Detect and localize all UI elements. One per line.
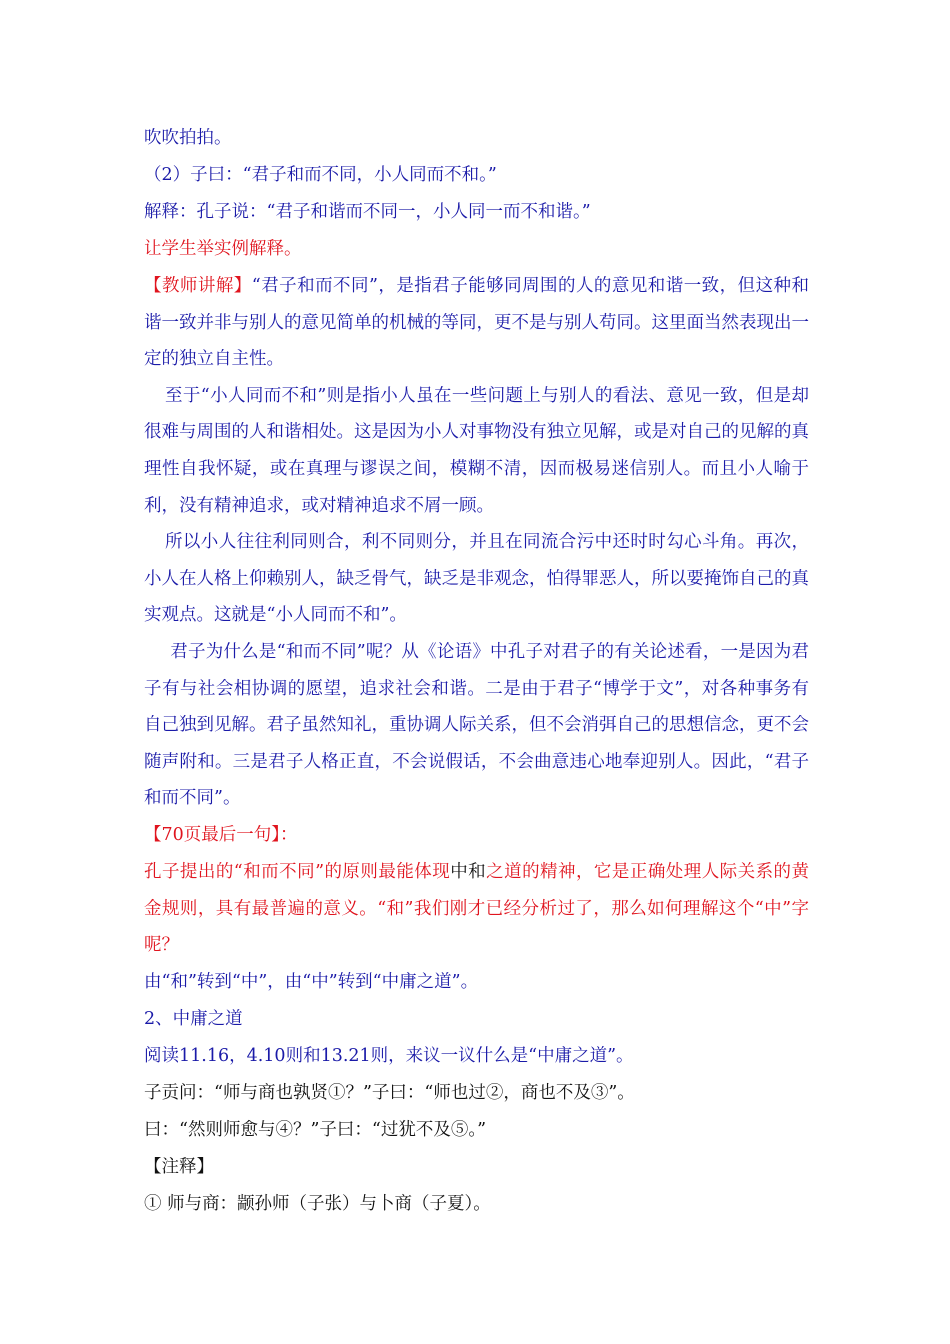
instruction-student-examples: 让学生举实例解释。 bbox=[144, 239, 302, 259]
section-heading-zhongyong: 2、中庸之道 bbox=[144, 1008, 243, 1029]
teacher-explanation-paragraph bbox=[144, 268, 809, 378]
quote-zigong-question: 子贡问：“师与商也孰贤①？”子曰：“师也过②，商也不及③”。 bbox=[144, 1082, 635, 1103]
zhonghe-text-a: 孔子提出的“和而不同”的原则最能体现 bbox=[144, 861, 451, 882]
notes-heading: 【注释】 bbox=[144, 1156, 214, 1177]
note-item-1: ① 师与商：颛孙师（子张）与卜商（子夏）。 bbox=[144, 1193, 491, 1214]
zhonghe-keyword: 中和 bbox=[450, 861, 487, 882]
zhonghe-paragraph bbox=[144, 854, 809, 964]
teacher-explanation-text: “君子和而不同”，是指君子能够同周围的人的意见和谐一致，但这种和谐一致并非与别人的意见简单的机械的等同，更不是与别人苟同。这里面当然表现出一定的独立自主性。 bbox=[144, 276, 809, 370]
quote-guoyoubuji: 曰：“然则师愈与④？”子曰：“过犹不及⑤。” bbox=[144, 1119, 487, 1140]
junzi-paragraph: 君子为什么是“和而不同”呢？从《论语》中孔子对君子的有关论述看，一是因为君子有与社会相协调的愿望，追求社会和谐。二是由于君子“博学于文”，对各种事务有自己独到见解。君子虽然知礼，重协调人际关系，但不会消弭自己的思想信念，更不会随声附和。三是君子人格正直，不会说假话，不会曲意违心地奉迎别人。因此，“君子和而不同”。 bbox=[144, 641, 809, 809]
teacher-tag: 【教师讲解】 bbox=[144, 276, 252, 296]
page70-tag: 【70页最后一句】： bbox=[144, 824, 298, 845]
zhonghe-text-c: 之道的精神，它是正确处理人际关系的黄金规则，具有最普遍的意义。“和”我们刚才已经分析过了，那么如何理解这个“中”字呢？ bbox=[144, 861, 810, 956]
xiaoren-paragraph-1: 至于“小人同而不和”则是指小人虽在一些问题上与别人的看法、意见一致，但是却很难与周围的人和谐相处。这是因为小人对事物没有独立见解，或是对自己的见解的真理性自我怀疑，或在真理与谬误之间，模糊不清，因而极易迷信别人。而且小人喻于利，没有精神追求，或对精神追求不屑一顾。 bbox=[144, 385, 809, 516]
quote-junzi-hebutong: （2）子曰：“君子和而不同，小人同而不和。” bbox=[144, 165, 497, 185]
document-page bbox=[144, 120, 809, 1223]
transition-line: 由“和”转到“中”，由“中”转到“中庸之道”。 bbox=[144, 971, 479, 992]
xiaoren-paragraph-2: 所以小人往往利同则合，利不同则分，并且在同流合污中还时时勾心斗角。再次，小人在人格上仰赖别人，缺乏骨气，缺乏是非观念，怕得罪恶人，所以要掩饰自己的真实观点。这就是“小人同而不和”。 bbox=[144, 532, 809, 626]
reading-instruction: 阅读11.16，4.10则和13.21则，来议一议什么是“中庸之道”。 bbox=[144, 1045, 634, 1066]
explanation-line: 解释：孔子说：“君子和谐而不同一，小人同一而不和谐。” bbox=[144, 202, 591, 222]
text-line-chuipai: 吹吹拍拍。 bbox=[144, 128, 232, 148]
